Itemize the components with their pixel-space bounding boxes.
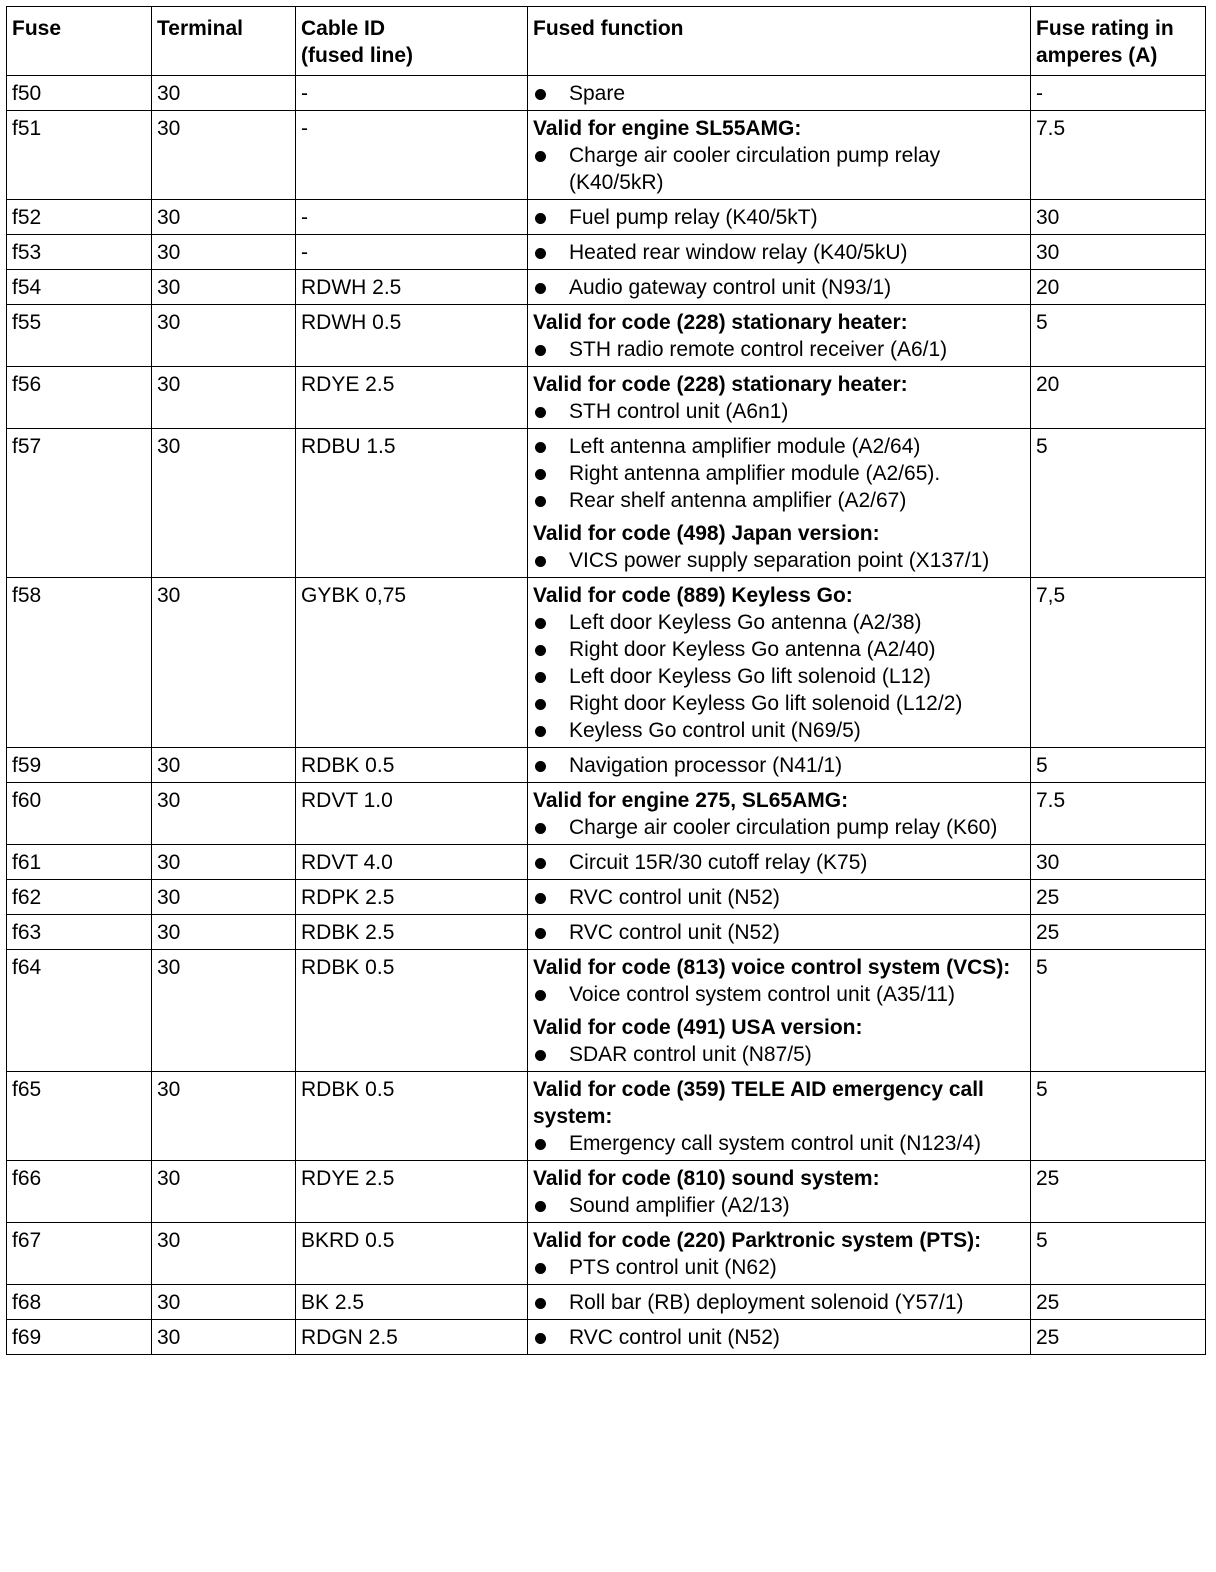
header-cable-id: Cable ID (fused line) (296, 7, 528, 76)
fuse-rating-cell: 25 (1031, 1320, 1206, 1355)
terminal-cell: 30 (152, 845, 296, 880)
function-block (533, 582, 1025, 744)
terminal-cell: 30 (152, 1320, 296, 1355)
terminal-cell: 30 (152, 950, 296, 1072)
component-item: RVC control unit (N52) (533, 884, 1025, 911)
fused-function-cell (528, 200, 1031, 235)
component-list (533, 80, 1025, 107)
component-list (533, 884, 1025, 911)
fuse-cell: f56 (7, 367, 152, 429)
table-row (7, 200, 1206, 235)
table-row (7, 1223, 1206, 1285)
table-row (7, 1072, 1206, 1161)
fuse-cell: f50 (7, 76, 152, 111)
component-item: Emergency call system control unit (N123/4) (533, 1130, 1025, 1157)
function-block (533, 1289, 1025, 1316)
component-list (533, 274, 1025, 301)
fused-function-cell (528, 1161, 1031, 1223)
component-list (533, 981, 1025, 1008)
terminal-cell: 30 (152, 305, 296, 367)
function-block (533, 787, 1025, 841)
component-list (533, 433, 1025, 514)
component-item: RVC control unit (N52) (533, 1324, 1025, 1351)
component-item: Sound amplifier (A2/13) (533, 1192, 1025, 1219)
table-row (7, 578, 1206, 748)
component-list (533, 142, 1025, 196)
function-block (533, 239, 1025, 266)
cable-id-cell: - (296, 200, 528, 235)
fused-function-cell (528, 76, 1031, 111)
component-item: Roll bar (RB) deployment solenoid (Y57/1) (533, 1289, 1025, 1316)
fuse-cell: f53 (7, 235, 152, 270)
fused-function-cell (528, 578, 1031, 748)
component-list (533, 547, 1025, 574)
cable-id-cell: RDVT 1.0 (296, 783, 528, 845)
component-item: Spare (533, 80, 1025, 107)
cable-id-cell: RDBU 1.5 (296, 429, 528, 578)
validity-heading: Valid for code (810) sound system: (533, 1167, 880, 1190)
terminal-cell: 30 (152, 200, 296, 235)
function-block (533, 752, 1025, 779)
terminal-cell: 30 (152, 1285, 296, 1320)
fuse-rating-cell: 5 (1031, 950, 1206, 1072)
component-item: Right door Keyless Go antenna (A2/40) (533, 636, 1025, 663)
fuse-rating-cell: 7.5 (1031, 783, 1206, 845)
component-list (533, 1254, 1025, 1281)
fuse-rating-cell: 20 (1031, 270, 1206, 305)
cable-id-cell: RDYE 2.5 (296, 1161, 528, 1223)
function-block (533, 274, 1025, 301)
table-row (7, 367, 1206, 429)
fused-function-cell (528, 950, 1031, 1072)
component-item: VICS power supply separation point (X137/1) (533, 547, 1025, 574)
terminal-cell: 30 (152, 235, 296, 270)
component-list (533, 1130, 1025, 1157)
table-row (7, 76, 1206, 111)
component-item: Left door Keyless Go antenna (A2/38) (533, 609, 1025, 636)
validity-heading: Valid for code (889) Keyless Go: (533, 584, 853, 607)
validity-heading: Valid for code (220) Parktronic system (PTS): (533, 1229, 982, 1252)
function-block (533, 1227, 1025, 1281)
validity-heading: Valid for code (228) stationary heater: (533, 311, 908, 334)
function-block (533, 884, 1025, 911)
terminal-cell: 30 (152, 880, 296, 915)
terminal-cell: 30 (152, 578, 296, 748)
fuse-table-sheet (6, 6, 1205, 1355)
terminal-cell: 30 (152, 1223, 296, 1285)
validity-heading: Valid for code (498) Japan version: (533, 522, 880, 545)
fuse-rating-cell: - (1031, 76, 1206, 111)
component-item: SDAR control unit (N87/5) (533, 1041, 1025, 1068)
table-row (7, 1161, 1206, 1223)
table-row (7, 748, 1206, 783)
header-fused-function: Fused function (528, 7, 1031, 76)
cable-id-cell: RDBK 0.5 (296, 1072, 528, 1161)
fuse-cell: f55 (7, 305, 152, 367)
component-item: Charge air cooler circulation pump relay (K40/5kR) (533, 142, 1025, 196)
header-terminal: Terminal (152, 7, 296, 76)
table-row (7, 1285, 1206, 1320)
terminal-cell: 30 (152, 1072, 296, 1161)
cable-id-cell: RDYE 2.5 (296, 367, 528, 429)
component-item: Navigation processor (N41/1) (533, 752, 1025, 779)
function-block (533, 371, 1025, 425)
fused-function-cell (528, 880, 1031, 915)
fused-function-cell (528, 1320, 1031, 1355)
table-row (7, 880, 1206, 915)
fuse-rating-cell: 30 (1031, 235, 1206, 270)
cable-id-cell: BKRD 0.5 (296, 1223, 528, 1285)
table-row (7, 270, 1206, 305)
function-block (533, 1324, 1025, 1351)
table-row (7, 783, 1206, 845)
function-block (533, 954, 1025, 1008)
component-list (533, 1289, 1025, 1316)
fuse-rating-cell: 5 (1031, 305, 1206, 367)
table-row (7, 1320, 1206, 1355)
fuse-rating-cell: 7,5 (1031, 578, 1206, 748)
cable-id-cell: RDWH 0.5 (296, 305, 528, 367)
function-block (533, 520, 1025, 574)
table-body (7, 76, 1206, 1355)
cable-id-cell: RDBK 2.5 (296, 915, 528, 950)
fused-function-cell (528, 783, 1031, 845)
component-list (533, 919, 1025, 946)
fuse-cell: f66 (7, 1161, 152, 1223)
function-block (533, 115, 1025, 196)
terminal-cell: 30 (152, 367, 296, 429)
component-item: STH radio remote control receiver (A6/1) (533, 336, 1025, 363)
fuse-cell: f51 (7, 111, 152, 200)
fuse-cell: f59 (7, 748, 152, 783)
fused-function-cell (528, 111, 1031, 200)
function-block (533, 1076, 1025, 1157)
fuse-cell: f67 (7, 1223, 152, 1285)
fuse-cell: f62 (7, 880, 152, 915)
component-item: Audio gateway control unit (N93/1) (533, 274, 1025, 301)
component-list (533, 752, 1025, 779)
component-item: Right door Keyless Go lift solenoid (L12/2) (533, 690, 1025, 717)
fuse-rating-cell: 25 (1031, 1161, 1206, 1223)
table-row (7, 235, 1206, 270)
cable-id-cell: RDWH 2.5 (296, 270, 528, 305)
component-list (533, 1324, 1025, 1351)
component-item: Heated rear window relay (K40/5kU) (533, 239, 1025, 266)
fuse-rating-cell: 5 (1031, 748, 1206, 783)
cable-id-cell: RDPK 2.5 (296, 880, 528, 915)
table-row (7, 845, 1206, 880)
terminal-cell: 30 (152, 270, 296, 305)
cable-id-cell: RDVT 4.0 (296, 845, 528, 880)
component-item: Left door Keyless Go lift solenoid (L12) (533, 663, 1025, 690)
terminal-cell: 30 (152, 429, 296, 578)
fused-function-cell (528, 845, 1031, 880)
fuse-rating-cell: 25 (1031, 915, 1206, 950)
table-header-row (7, 7, 1206, 76)
function-block (533, 433, 1025, 514)
fused-function-cell (528, 270, 1031, 305)
component-item: Circuit 15R/30 cutoff relay (K75) (533, 849, 1025, 876)
table-row (7, 429, 1206, 578)
validity-heading: Valid for engine 275, SL65AMG: (533, 789, 849, 812)
fuse-cell: f61 (7, 845, 152, 880)
function-block (533, 849, 1025, 876)
terminal-cell: 30 (152, 1161, 296, 1223)
fused-function-cell (528, 915, 1031, 950)
fuse-rating-cell: 25 (1031, 1285, 1206, 1320)
cable-id-cell: RDGN 2.5 (296, 1320, 528, 1355)
component-list (533, 336, 1025, 363)
fuse-rating-cell: 30 (1031, 845, 1206, 880)
fuse-rating-cell: 5 (1031, 1223, 1206, 1285)
fuse-allocation-table (6, 6, 1206, 1355)
fuse-cell: f65 (7, 1072, 152, 1161)
validity-heading: Valid for code (359) TELE AID emergency call system: (533, 1078, 984, 1128)
fuse-cell: f52 (7, 200, 152, 235)
function-block (533, 309, 1025, 363)
table-row (7, 305, 1206, 367)
table-row (7, 915, 1206, 950)
fused-function-cell (528, 1072, 1031, 1161)
fused-function-cell (528, 1223, 1031, 1285)
fuse-cell: f69 (7, 1320, 152, 1355)
component-list (533, 849, 1025, 876)
fused-function-cell (528, 429, 1031, 578)
fused-function-cell (528, 305, 1031, 367)
component-item: Fuel pump relay (K40/5kT) (533, 204, 1025, 231)
component-item: STH control unit (A6n1) (533, 398, 1025, 425)
fuse-cell: f60 (7, 783, 152, 845)
fuse-rating-cell: 20 (1031, 367, 1206, 429)
cable-id-cell: - (296, 111, 528, 200)
fuse-cell: f68 (7, 1285, 152, 1320)
component-list (533, 239, 1025, 266)
component-list (533, 609, 1025, 744)
component-item: Rear shelf antenna amplifier (A2/67) (533, 487, 1025, 514)
cable-id-cell: RDBK 0.5 (296, 748, 528, 783)
component-list (533, 398, 1025, 425)
fuse-rating-cell: 25 (1031, 880, 1206, 915)
fuse-cell: f54 (7, 270, 152, 305)
function-block (533, 919, 1025, 946)
fused-function-cell (528, 235, 1031, 270)
terminal-cell: 30 (152, 748, 296, 783)
fuse-cell: f57 (7, 429, 152, 578)
component-item: Voice control system control unit (A35/11) (533, 981, 1025, 1008)
component-list (533, 1041, 1025, 1068)
component-item: Keyless Go control unit (N69/5) (533, 717, 1025, 744)
component-item: Left antenna amplifier module (A2/64) (533, 433, 1025, 460)
validity-heading: Valid for code (491) USA version: (533, 1016, 863, 1039)
fuse-rating-cell: 7.5 (1031, 111, 1206, 200)
component-list (533, 814, 1025, 841)
component-item: RVC control unit (N52) (533, 919, 1025, 946)
fuse-rating-cell: 30 (1031, 200, 1206, 235)
cable-id-cell: RDBK 0.5 (296, 950, 528, 1072)
fuse-cell: f63 (7, 915, 152, 950)
component-item: Charge air cooler circulation pump relay (K60) (533, 814, 1025, 841)
cable-id-cell: GYBK 0,75 (296, 578, 528, 748)
function-block (533, 80, 1025, 107)
validity-heading: Valid for code (228) stationary heater: (533, 373, 908, 396)
fuse-rating-cell: 5 (1031, 1072, 1206, 1161)
header-fuse: Fuse (7, 7, 152, 76)
fused-function-cell (528, 1285, 1031, 1320)
fuse-cell: f64 (7, 950, 152, 1072)
component-item: PTS control unit (N62) (533, 1254, 1025, 1281)
component-list (533, 1192, 1025, 1219)
validity-heading: Valid for engine SL55AMG: (533, 117, 802, 140)
cable-id-cell: BK 2.5 (296, 1285, 528, 1320)
terminal-cell: 30 (152, 915, 296, 950)
header-fuse-rating: Fuse rating in amperes (A) (1031, 7, 1206, 76)
fused-function-cell (528, 748, 1031, 783)
component-item: Right antenna amplifier module (A2/65). (533, 460, 1025, 487)
fuse-rating-cell: 5 (1031, 429, 1206, 578)
terminal-cell: 30 (152, 76, 296, 111)
terminal-cell: 30 (152, 783, 296, 845)
function-block (533, 1165, 1025, 1219)
cable-id-cell: - (296, 235, 528, 270)
fuse-cell: f58 (7, 578, 152, 748)
cable-id-cell: - (296, 76, 528, 111)
validity-heading: Valid for code (813) voice control system (VCS): (533, 956, 1011, 979)
terminal-cell: 30 (152, 111, 296, 200)
table-row (7, 950, 1206, 1072)
function-block (533, 1014, 1025, 1068)
table-row (7, 111, 1206, 200)
component-list (533, 204, 1025, 231)
function-block (533, 204, 1025, 231)
fused-function-cell (528, 367, 1031, 429)
